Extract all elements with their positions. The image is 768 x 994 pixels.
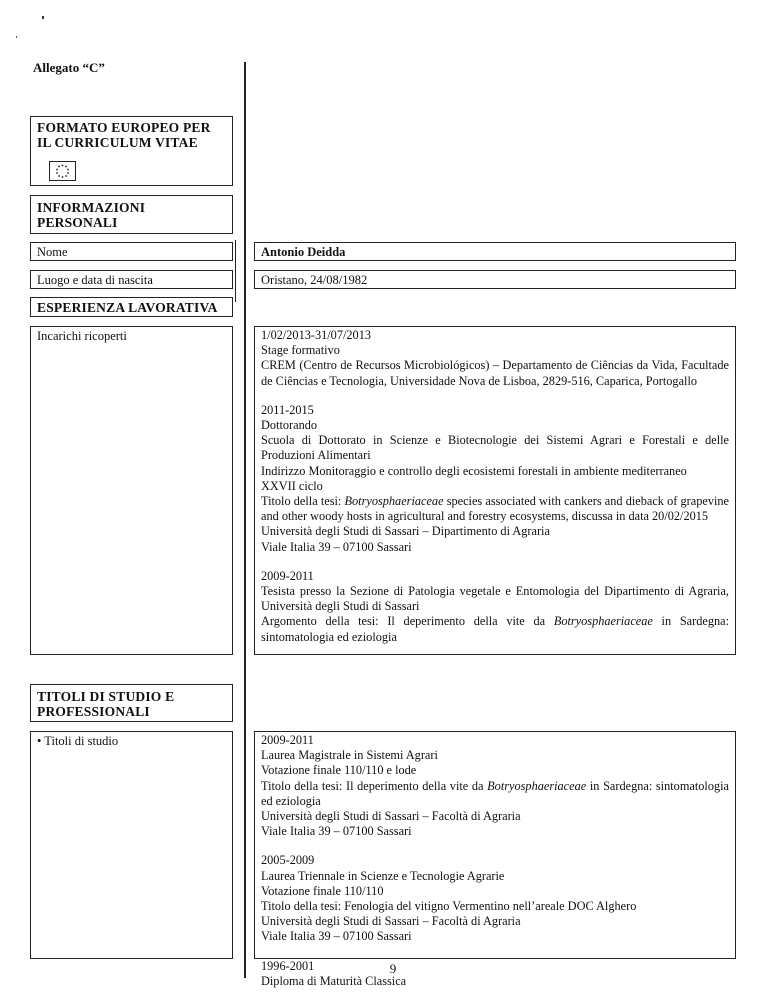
format-box bbox=[30, 116, 233, 186]
birth-value: Oristano, 24/08/1982 bbox=[254, 270, 736, 289]
work-label: Incarichi ricoperti bbox=[30, 326, 233, 655]
education-label: • Titoli di studio bbox=[30, 731, 233, 959]
education-heading: TITOLI DI STUDIO E PROFESSIONALI bbox=[30, 684, 233, 722]
page-number: 9 bbox=[389, 961, 397, 976]
format-title: FORMATO EUROPEO PER IL CURRICULUM VITAE bbox=[37, 120, 211, 150]
education-entry: 2009-2011 Laurea Magistrale in Sistemi Agrari Votazione finale 110/110 e lode Titolo della tesi: Il deperimento della vite da Botryosphaeriaceae in Sardegna: sintomatologia ed eziologia Università degli Studi di Sassari – Facoltà di Agraria Viale Italia 39 – 07100 Sassari bbox=[261, 733, 729, 839]
education-entry: 1996-2001 Diploma di Maturità Classica bbox=[261, 958, 407, 988]
work-entry: 2009-2011 Tesista presso la Sezione di Patologia vegetale e Entomologia del Dipartimento di Agraria, Università degli Studi di Sassari Argomento della tesi: Il deperimento della vite da Botryosphaeriaceae in Sardegna: sintomatologia ed eziologia bbox=[261, 568, 730, 644]
work-experience-heading: ESPERIENZA LAVORATIVA bbox=[30, 297, 233, 317]
education-entries bbox=[254, 731, 736, 988]
scan-speck bbox=[16, 36, 17, 38]
allegato-label: Allegato “C” bbox=[33, 60, 105, 75]
scan-speck bbox=[42, 16, 44, 19]
eu-stars-icon bbox=[49, 161, 76, 181]
work-entry: 1/02/2013-31/07/2013 Stage formativo CREM (Centro de Recursos Microbiológicos) – Departamento de Ciências da Vida, Facultade de Ciências e Tecnologia, Universidade Nova de Lisboa, 2829-516, Caparica, Portogallo bbox=[261, 328, 729, 388]
column-divider-short bbox=[235, 240, 236, 302]
name-label: Nome bbox=[30, 242, 233, 261]
name-value: Antonio Deidda bbox=[254, 242, 736, 261]
column-divider bbox=[244, 62, 246, 978]
education-entry: 2005-2009 Laurea Triennale in Scienze e Tecnologie Agrarie Votazione finale 110/110 Titolo della tesi: Fenologia del vitigno Vermentino nell’areale DOC Alghero Università degli Studi di Sassari – Facoltà di Agraria Viale Italia 39 – 07100 Sassari bbox=[261, 853, 637, 944]
birth-label: Luogo e data di nascita bbox=[30, 270, 233, 289]
work-entry: 2011-2015 Dottorando Scuola di Dottorato in Scienze e Biotecnologie dei Sistemi Agrari e Forestali e delle Produzioni Alimentari Indirizzo Monitoraggio e controllo degli ecosistemi forestali in ambiente mediterraneo XXVII ciclo Titolo della tesi: Botryosphaeriaceae species associated with cankers and dieback of grapevine and other woody hosts in agricultural and forestry ecosystems, discussa in data 20/02/2015 Università degli Studi di Sassari – Dipartimento di Agraria Viale Italia 39 – 07100 Sassari bbox=[261, 402, 729, 554]
work-entries bbox=[254, 326, 736, 655]
personal-info-heading: INFORMAZIONI PERSONALI bbox=[30, 195, 233, 234]
